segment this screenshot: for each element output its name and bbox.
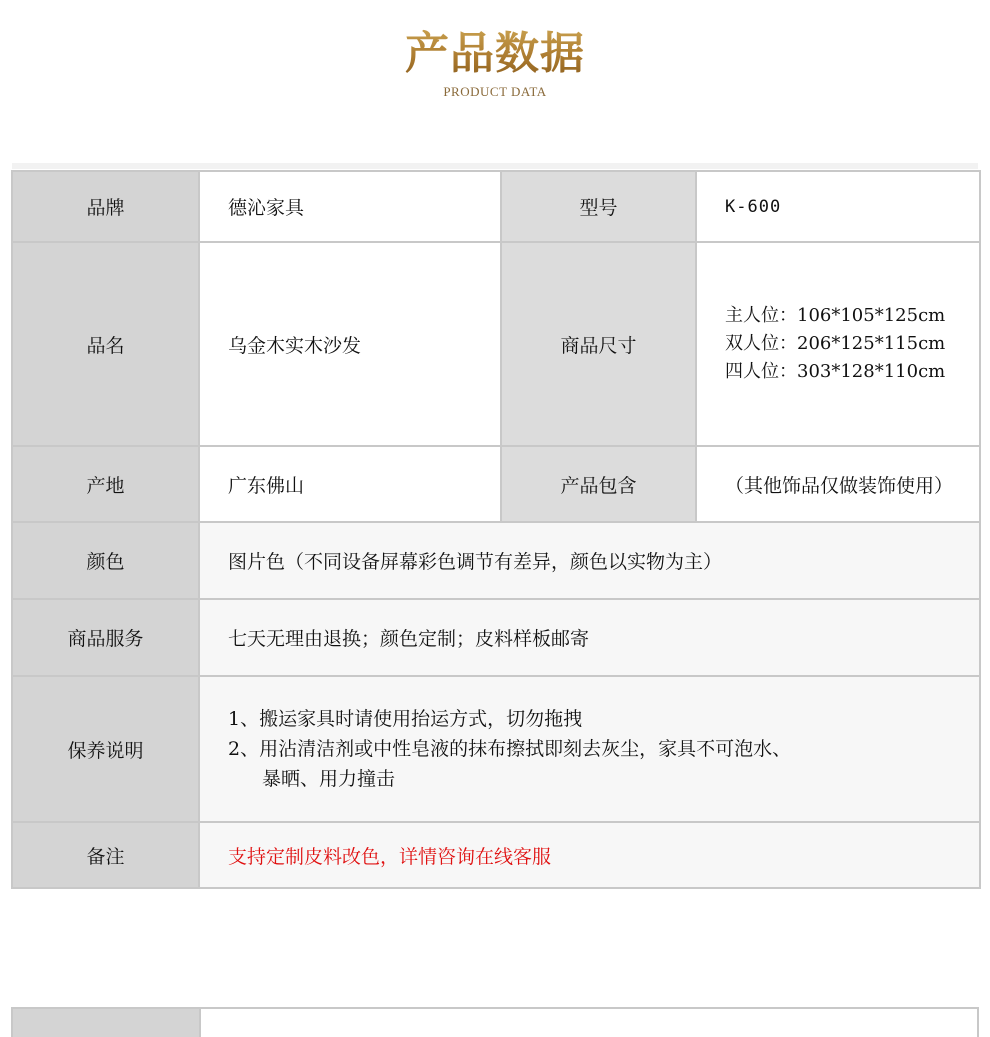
table-row <box>12 822 980 888</box>
table-row <box>12 242 980 446</box>
table-row <box>12 446 980 522</box>
package-value: （其他饰品仅做装饰使用） <box>696 446 980 522</box>
model-label: 型号 <box>501 171 696 242</box>
name-label: 品名 <box>12 242 199 446</box>
size-line: 双人位：206*125*115cm <box>725 333 946 354</box>
size-line: 四人位：303*128*110cm <box>725 361 946 382</box>
note-value: 支持定制皮料改色，详情咨询在线客服 <box>199 822 980 888</box>
name-value: 乌金木实木沙发 <box>199 242 501 446</box>
care-label: 保养说明 <box>12 676 199 822</box>
package-label: 产品包含 <box>501 446 696 522</box>
next-table-top <box>11 1007 979 1037</box>
section-header <box>0 28 990 100</box>
service-value: 七天无理由退换；颜色定制；皮料样板邮寄 <box>199 599 980 676</box>
care-line: 2、用沾清洁剂或中性皂液的抹布擦拭即刻去灰尘，家具不可泡水、 <box>228 738 792 760</box>
next-table-value-cell <box>201 1009 977 1037</box>
origin-label: 产地 <box>12 446 199 522</box>
size-label: 商品尺寸 <box>501 242 696 446</box>
care-line: 1、搬运家具时请使用抬运方式，切勿拖拽 <box>228 708 583 730</box>
product-data-table <box>11 170 981 889</box>
table-row <box>12 522 980 599</box>
size-line: 主人位：106*105*125cm <box>725 305 946 326</box>
table-row <box>12 599 980 676</box>
section-subtitle: PRODUCT DATA <box>443 84 547 99</box>
note-label: 备注 <box>12 822 199 888</box>
size-values <box>696 242 980 446</box>
section-title: 产品数据 <box>0 28 990 80</box>
next-table-label-cell <box>13 1009 201 1037</box>
origin-value: 广东佛山 <box>199 446 501 522</box>
care-values <box>199 676 980 822</box>
brand-label: 品牌 <box>12 171 199 242</box>
care-line: 暴晒、用力撞击 <box>262 768 396 790</box>
divider <box>12 163 978 169</box>
table-row <box>12 676 980 822</box>
model-value: K-600 <box>696 171 980 242</box>
color-value: 图片色（不同设备屏幕彩色调节有差异，颜色以实物为主） <box>199 522 980 599</box>
brand-value: 德沁家具 <box>199 171 501 242</box>
service-label: 商品服务 <box>12 599 199 676</box>
color-label: 颜色 <box>12 522 199 599</box>
table-row <box>12 171 980 242</box>
